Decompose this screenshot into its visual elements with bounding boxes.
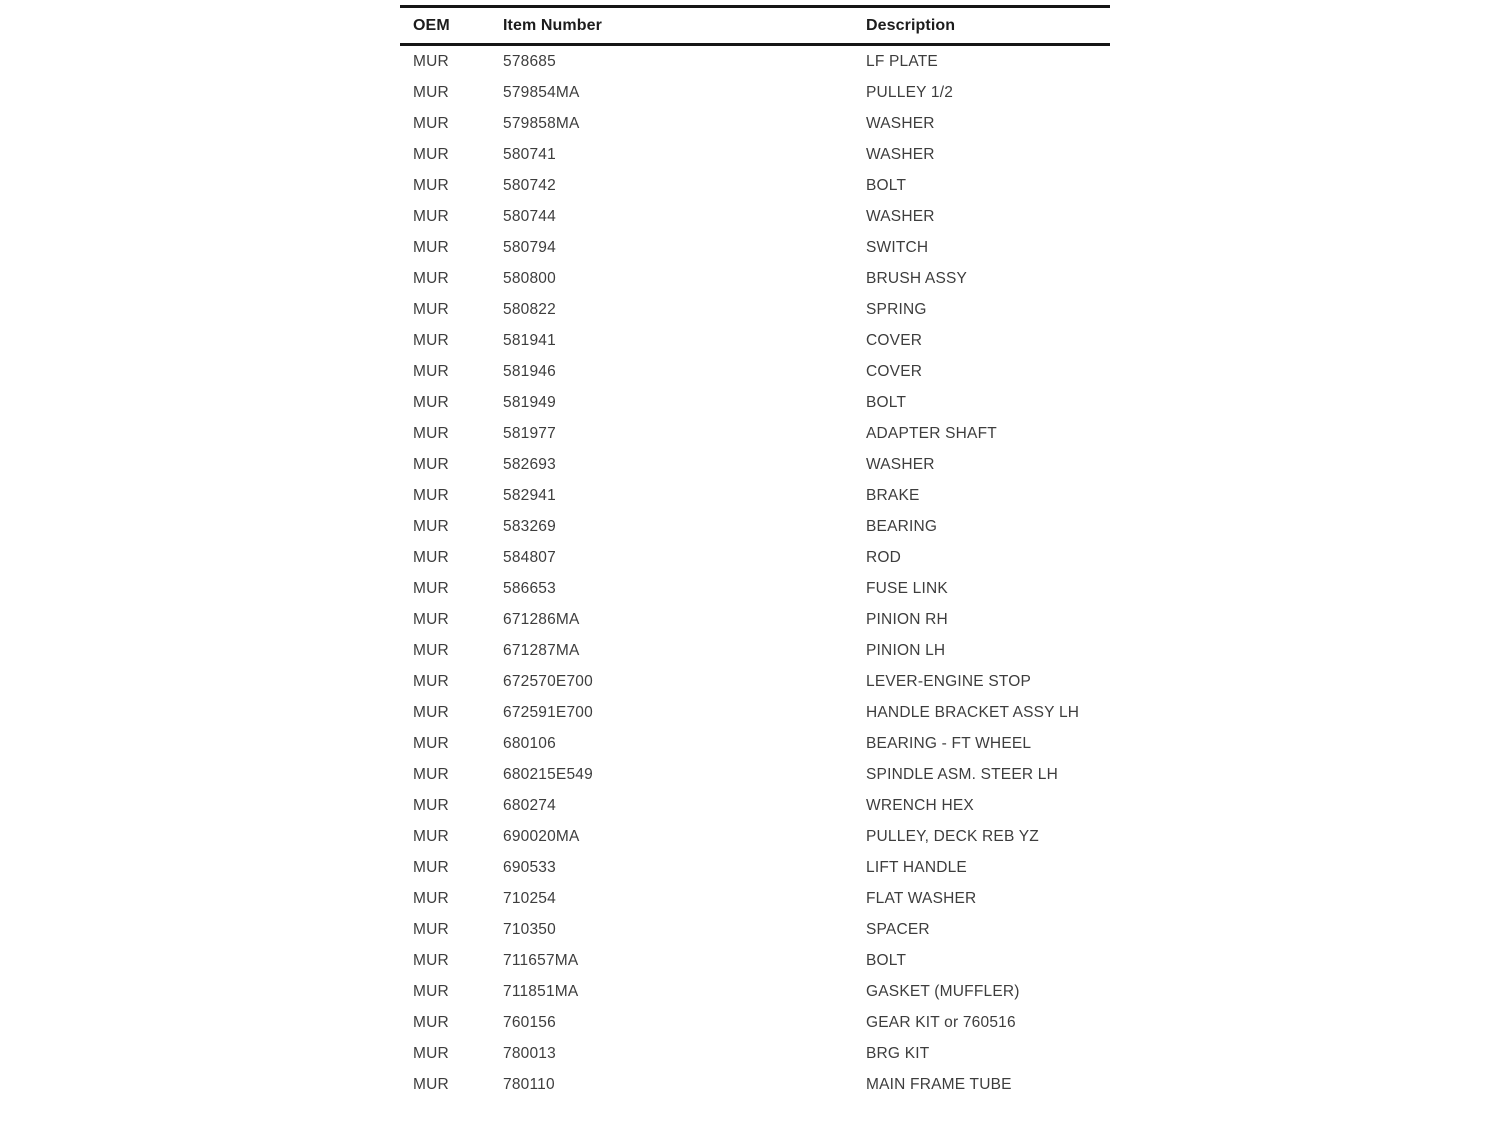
cell-description: BOLT [866,176,907,194]
cell-item-number: 582941 [503,486,556,504]
table-row [400,387,1110,418]
cell-description: COVER [866,362,923,380]
cell-oem: MUR [413,455,449,473]
cell-description: PINION LH [866,641,946,659]
cell-item-number: 710350 [503,920,556,938]
cell-oem: MUR [413,548,449,566]
cell-description: GASKET (MUFFLER) [866,982,1020,1000]
cell-description: PULLEY 1/2 [866,83,954,101]
cell-description: GEAR KIT or 760516 [866,1013,1016,1031]
cell-oem: MUR [413,765,449,783]
cell-description: SPINDLE ASM. STEER LH [866,765,1058,783]
cell-item-number: 690533 [503,858,556,876]
table-row [400,573,1110,604]
table-row [400,108,1110,139]
table-row [400,759,1110,790]
cell-item-number: 580742 [503,176,556,194]
cell-oem: MUR [413,827,449,845]
cell-description: BRUSH ASSY [866,269,968,287]
cell-item-number: 760156 [503,1013,556,1031]
cell-item-number: 680106 [503,734,556,752]
cell-item-number: 583269 [503,517,556,535]
cell-oem: MUR [413,176,449,194]
cell-description: MAIN FRAME TUBE [866,1075,1012,1093]
cell-description: LF PLATE [866,52,938,70]
cell-item-number: 710254 [503,889,556,907]
table-row [400,449,1110,480]
cell-description: LIFT HANDLE [866,858,967,876]
table-row [400,77,1110,108]
cell-oem: MUR [413,269,449,287]
cell-oem: MUR [413,517,449,535]
table-row [400,139,1110,170]
table-row [400,728,1110,759]
cell-item-number: 586653 [503,579,556,597]
table-row [400,45,1110,78]
cell-oem: MUR [413,424,449,442]
table-row [400,666,1110,697]
cell-description: SWITCH [866,238,929,256]
table-row [400,821,1110,852]
table-row [400,480,1110,511]
table-row [400,325,1110,356]
column-header-description: Description [866,16,956,34]
cell-oem: MUR [413,1013,449,1031]
table-row [400,914,1110,945]
cell-oem: MUR [413,734,449,752]
cell-oem: MUR [413,145,449,163]
cell-oem: MUR [413,1075,449,1093]
cell-description: WASHER [866,455,935,473]
cell-description: FLAT WASHER [866,889,977,907]
cell-oem: MUR [413,641,449,659]
table-row [400,852,1110,883]
table-row [400,976,1110,1007]
table-row [400,604,1110,635]
cell-item-number: 780110 [503,1075,555,1093]
table-header-row [400,7,1110,45]
table-row [400,1069,1110,1100]
cell-description: FUSE LINK [866,579,948,597]
cell-item-number: 580744 [503,207,556,225]
cell-description: BEARING - FT WHEEL [866,734,1032,752]
cell-item-number: 581949 [503,393,556,411]
cell-item-number: 580822 [503,300,556,318]
parts-list-table [400,5,1110,1100]
cell-oem: MUR [413,796,449,814]
cell-item-number: 581977 [503,424,556,442]
cell-description: WASHER [866,145,935,163]
cell-item-number: 579854MA [503,83,580,101]
cell-description: HANDLE BRACKET ASSY LH [866,703,1080,721]
cell-oem: MUR [413,920,449,938]
cell-oem: MUR [413,982,449,1000]
cell-oem: MUR [413,951,449,969]
cell-description: WASHER [866,207,935,225]
cell-oem: MUR [413,238,449,256]
cell-item-number: 580794 [503,238,556,256]
cell-item-number: 680215E549 [503,765,593,783]
cell-oem: MUR [413,114,449,132]
cell-item-number: 711851MA [503,982,579,1000]
cell-oem: MUR [413,610,449,628]
cell-oem: MUR [413,486,449,504]
cell-oem: MUR [413,1044,449,1062]
cell-item-number: 578685 [503,52,556,70]
table-row [400,542,1110,573]
cell-oem: MUR [413,300,449,318]
cell-item-number: 672570E700 [503,672,593,690]
cell-item-number: 671287MA [503,641,580,659]
cell-description: BOLT [866,951,907,969]
table-row [400,294,1110,325]
cell-item-number: 580800 [503,269,556,287]
table-row [400,945,1110,976]
cell-oem: MUR [413,207,449,225]
cell-oem: MUR [413,889,449,907]
table-row [400,697,1110,728]
cell-item-number: 690020MA [503,827,580,845]
cell-description: SPACER [866,920,930,938]
cell-description: WRENCH HEX [866,796,974,814]
cell-item-number: 582693 [503,455,556,473]
cell-description: BRAKE [866,486,920,504]
column-header-item-number: Item Number [503,16,602,34]
table-row [400,201,1110,232]
table-row [400,511,1110,542]
cell-item-number: 584807 [503,548,556,566]
cell-item-number: 580741 [503,145,556,163]
cell-oem: MUR [413,703,449,721]
cell-item-number: 672591E700 [503,703,593,721]
table-row [400,1038,1110,1069]
cell-description: PINION RH [866,610,948,628]
cell-description: BOLT [866,393,907,411]
cell-description: COVER [866,331,923,349]
cell-oem: MUR [413,52,449,70]
cell-item-number: 671286MA [503,610,580,628]
table-body [400,45,1110,1101]
table-row [400,356,1110,387]
table-row [400,635,1110,666]
table-row [400,790,1110,821]
cell-description: LEVER-ENGINE STOP [866,672,1032,690]
cell-item-number: 711657MA [503,951,579,969]
cell-description: WASHER [866,114,935,132]
cell-oem: MUR [413,362,449,380]
table-row [400,1007,1110,1038]
cell-description: ROD [866,548,902,566]
cell-oem: MUR [413,393,449,411]
cell-oem: MUR [413,331,449,349]
table-row [400,263,1110,294]
cell-oem: MUR [413,83,449,101]
table-header [400,7,1110,45]
cell-item-number: 581946 [503,362,556,380]
cell-item-number: 780013 [503,1044,556,1062]
cell-oem: MUR [413,579,449,597]
cell-description: BRG KIT [866,1044,930,1062]
cell-item-number: 579858MA [503,114,580,132]
cell-description: ADAPTER SHAFT [866,424,997,442]
table-row [400,883,1110,914]
column-header-oem: OEM [413,16,450,34]
cell-item-number: 680274 [503,796,556,814]
cell-item-number: 581941 [503,331,556,349]
cell-description: SPRING [866,300,927,318]
cell-description: BEARING [866,517,938,535]
table-row [400,232,1110,263]
table-row [400,170,1110,201]
table-row [400,418,1110,449]
cell-oem: MUR [413,858,449,876]
cell-oem: MUR [413,672,449,690]
cell-description: PULLEY, DECK REB YZ [866,827,1039,845]
